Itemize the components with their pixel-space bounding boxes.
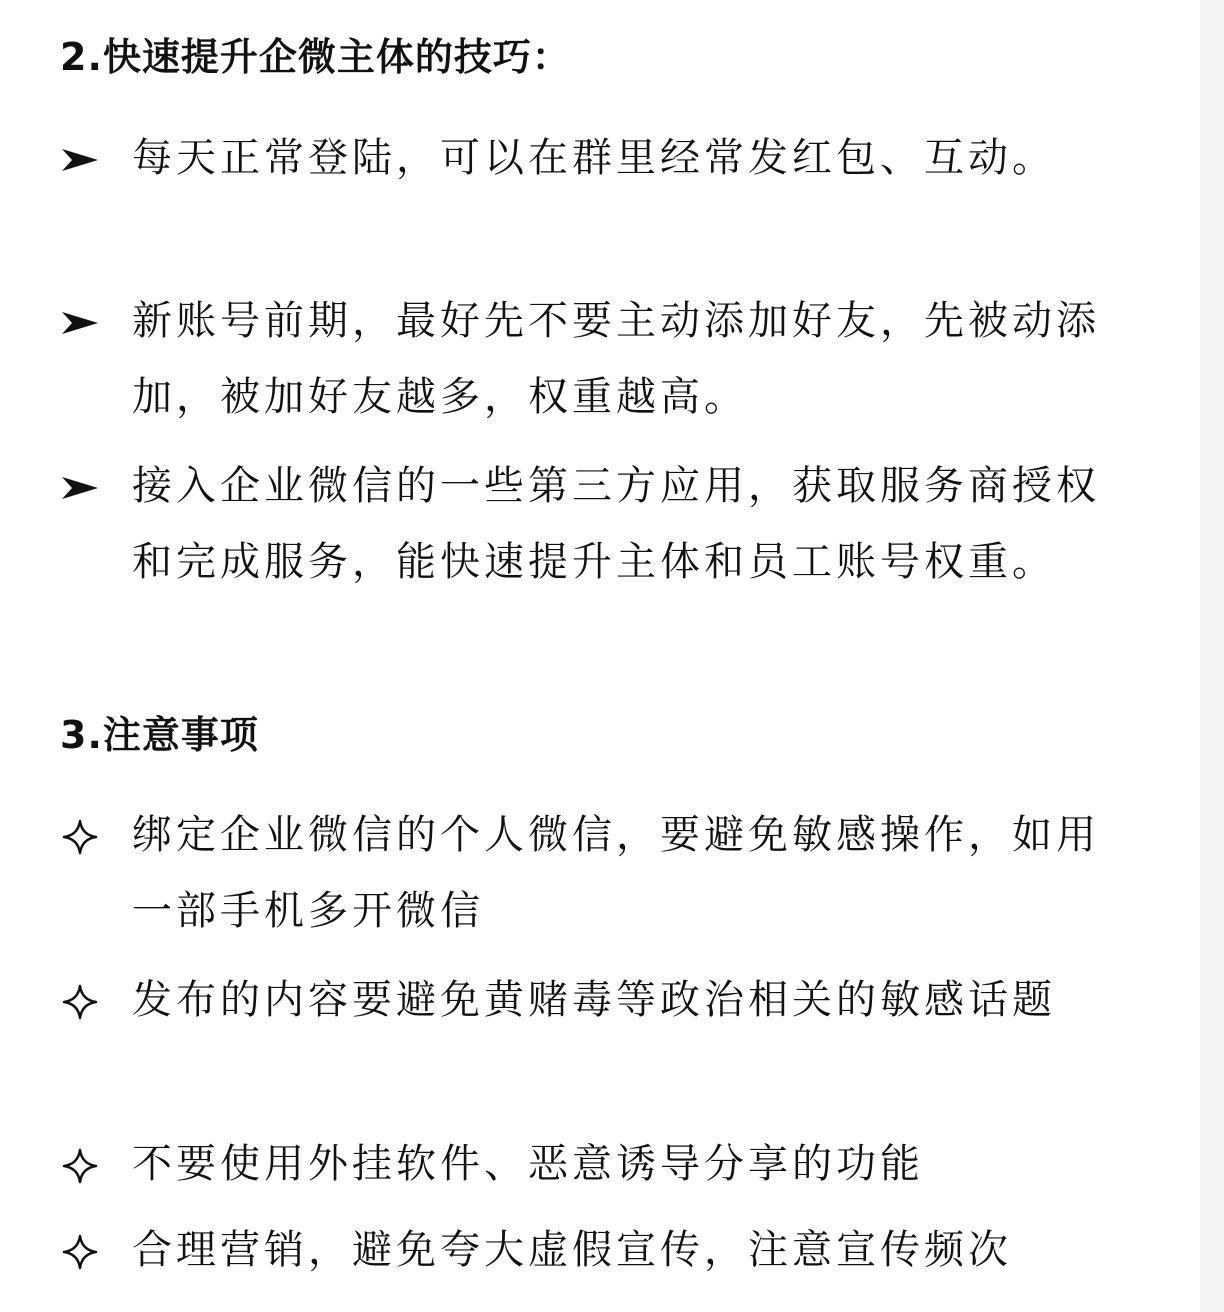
section-2-heading: 2.快速提升企微主体的技巧： — [60, 35, 571, 79]
four-point-star-icon — [60, 982, 104, 1022]
notice-item-text: 发布的内容要避免黄赌毒等政治相关的敏感话题 — [132, 977, 1056, 1023]
tip-item-text: 接入企业微信的一些第三方应用，获取服务商授权和完成服务，能快速提升主体和员工账号权重。 — [132, 463, 1100, 585]
notice-item-text: 不要使用外挂软件、恶意诱导分享的功能 — [132, 1141, 924, 1187]
four-point-star-icon — [60, 1232, 104, 1272]
notice-item-text: 绑定企业微信的个人微信，要避免敏感操作，如用一部手机多开微信 — [132, 812, 1100, 934]
section-3-heading: 3.注意事项 — [60, 713, 259, 757]
four-point-star-icon — [60, 1146, 104, 1186]
arrowhead-icon — [60, 140, 104, 180]
arrowhead-icon — [60, 303, 104, 343]
tip-item-text: 新账号前期，最好先不要主动添加好友，先被动添加，被加好友越多，权重越高。 — [132, 298, 1100, 420]
tip-item-text: 每天正常登陆，可以在群里经常发红包、互动。 — [132, 135, 1056, 181]
notice-item-text: 合理营销，避免夸大虚假宣传，注意宣传频次 — [132, 1227, 1012, 1273]
arrowhead-icon — [60, 468, 104, 508]
page-right-margin — [1200, 0, 1224, 1312]
four-point-star-icon — [60, 817, 104, 857]
